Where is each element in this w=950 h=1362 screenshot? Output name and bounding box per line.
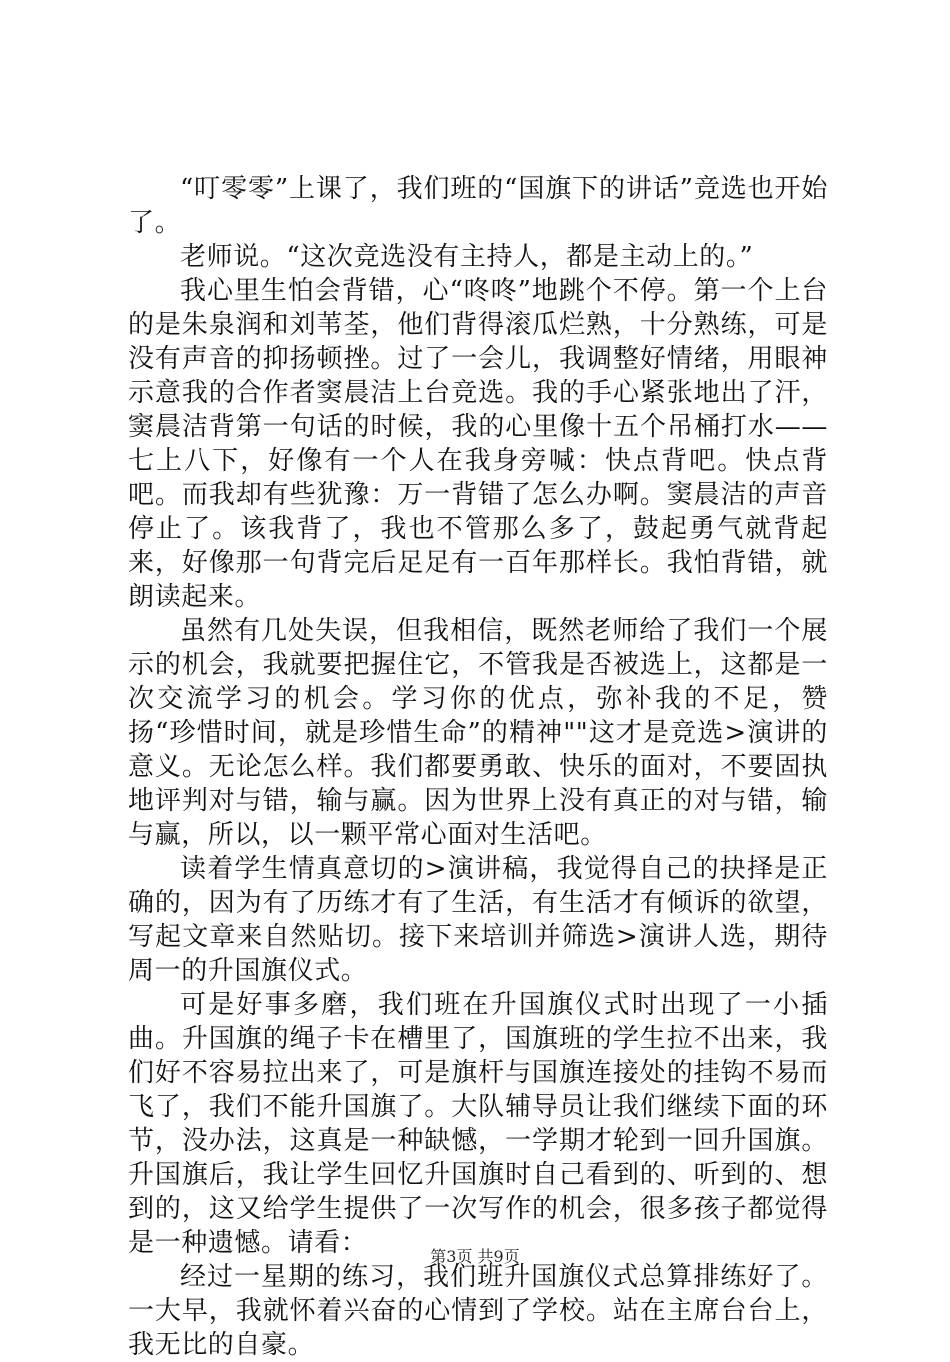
paragraph-5: 读着学生情真意切的>演讲稿，我觉得自己的抉择是正确的，因为有了历练才有了生活，有生活才有倾诉的欲望，写起文章来自然贴切。接下来培训并筛选>演讲人选，期待周一的升国旗仪式。 xyxy=(128,854,828,986)
paragraph-1: “叮零零”上课了，我们班的“国旗下的讲话”竞选也开始了。 xyxy=(128,174,828,238)
page-number-footer: 第3页 共9页 xyxy=(430,1247,520,1266)
paragraph-2: 老师说。“这次竞选没有主持人，都是主动上的。” xyxy=(180,242,754,272)
paragraph-7: 经过一星期的练习，我们班升国旗仪式总算排练好了。一大早，我就怀着兴奋的心情到了学校。站在主席台台上，我无比的自豪。 xyxy=(128,1262,828,1360)
paragraph-6: 可是好事多磨，我们班在升国旗仪式时出现了一小插曲。升国旗的绳子卡在槽里了，国旗班的学生拉不出来，我们好不容易拉出来了，可是旗杆与国旗连接处的挂钩不易而飞了，我们不能升国旗了。大队辅导员让我们继续下面的环节，没办法，这真是一种缺憾，一学期才轮到一回升国旗。升国旗后，我让学生回忆升国旗时自己看到的、听到的、想到的，这又给学生提供了一次写作的机会，很多孩子都觉得是一种遗憾。请看： xyxy=(128,990,828,1258)
paragraph-4: 虽然有几处失误，但我相信，既然老师给了我们一个展示的机会，我就要把握住它，不管我是否被选上，这都是一次交流学习的机会。学习你的优点，弥补我的不足，赞扬“珍惜时间，就是珍惜生命”的精神""这才是竞选>演讲的意义。无论怎么样。我们都要勇敢、快乐的面对，不要固执地评判对与错，输与赢。因为世界上没有真正的对与错，输与赢，所以，以一颗平常心面对生活吧。 xyxy=(128,616,828,850)
body-text xyxy=(128,172,828,1362)
paragraph-3: 我心里生怕会背错，心“咚咚”地跳个不停。第一个上台的是朱泉润和刘苇荃，他们背得滚瓜烂熟，十分熟练，可是没有声音的抑扬顿挫。过了一会儿，我调整好情绪，用眼神示意我的合作者窦晨洁上台竞选。我的手心紧张地出了汗，窦晨洁背第一句话的时候，我的心里像十五个吊桶打水——七上八下，好像有一个人在我身旁喊：快点背吧。快点背吧。而我却有些犹豫：万一背错了怎么办啊。窦晨洁的声音停止了。该我背了，我也不管那么多了，鼓起勇气就背起来，好像那一句背完后足足有一百年那样长。我怕背错，就朗读起来。 xyxy=(128,276,828,612)
